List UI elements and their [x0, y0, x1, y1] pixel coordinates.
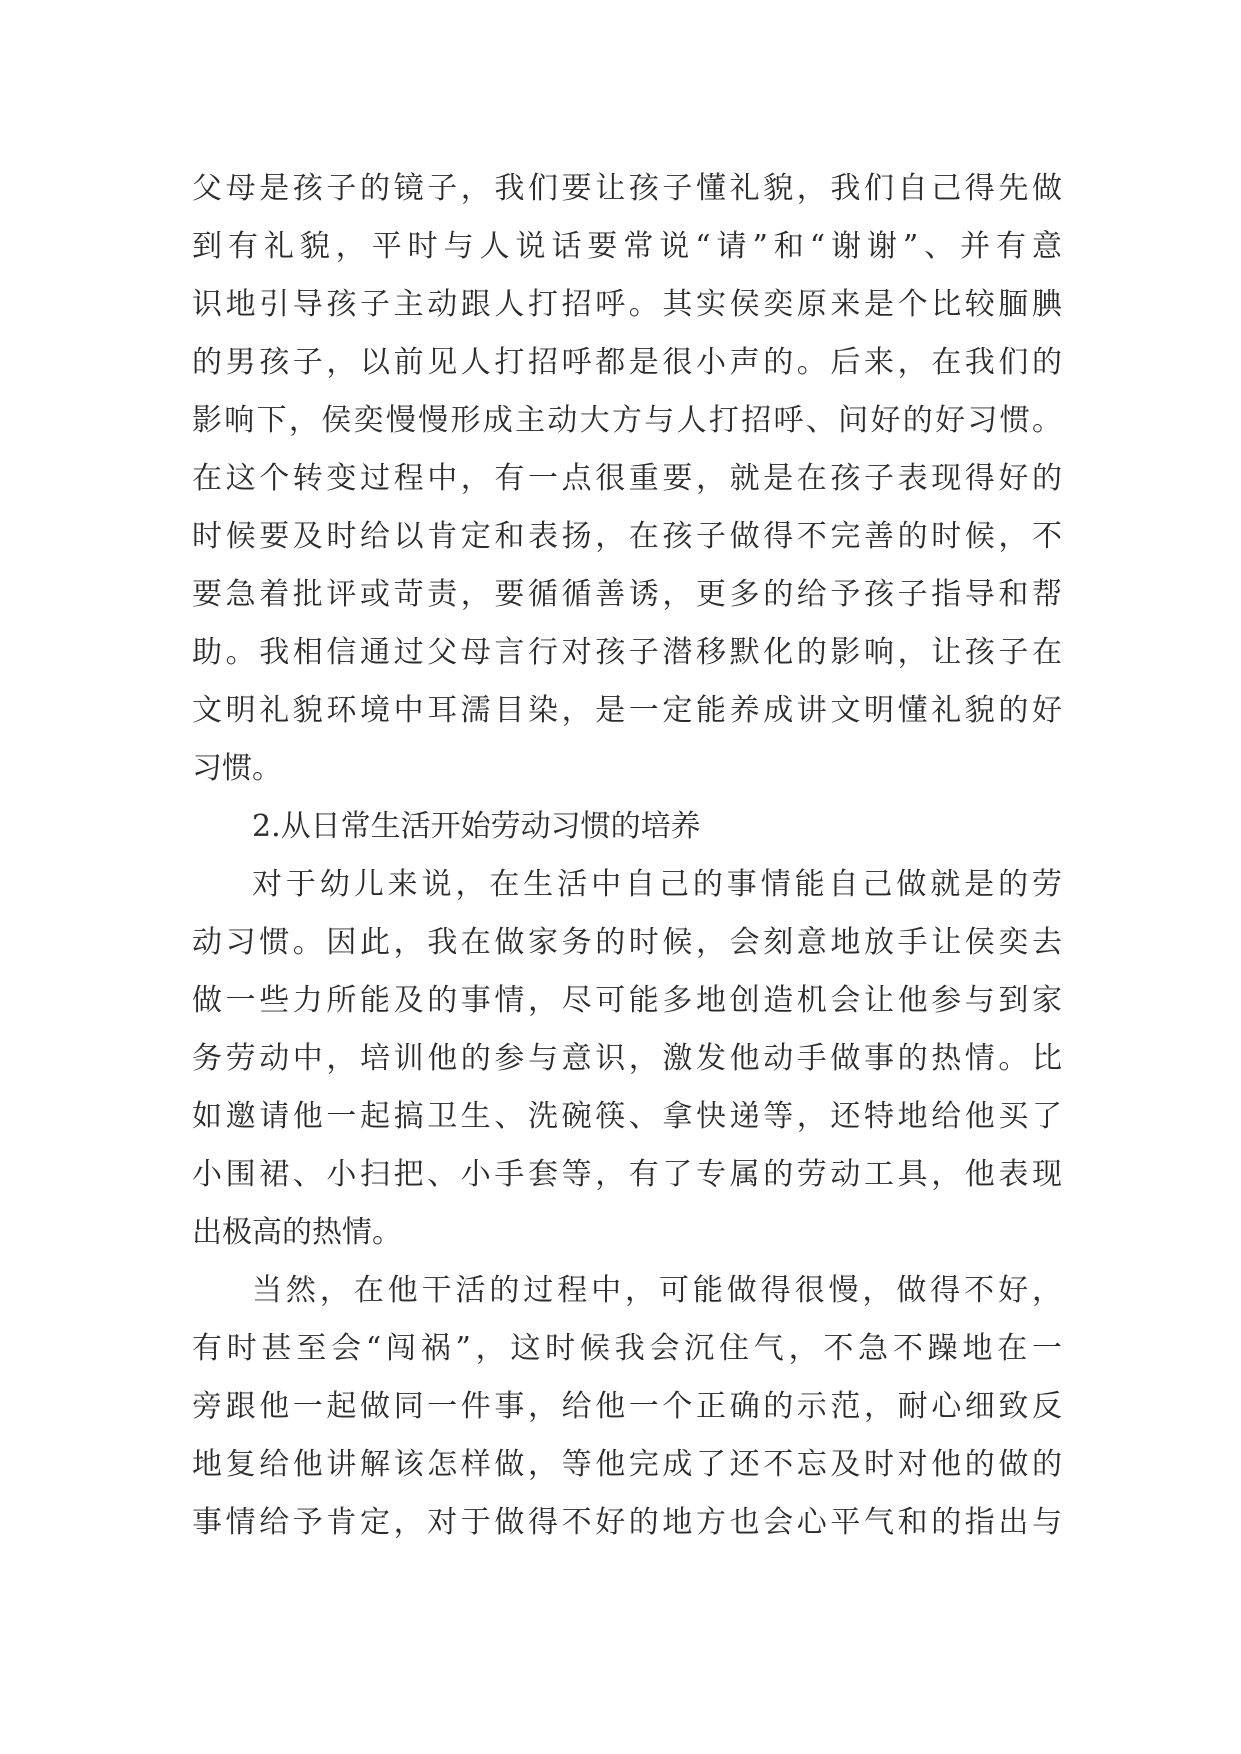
paragraph-line: 有时甚至会“闯祸”，这时候我会沉住气，不急不躁地在一	[192, 1331, 1062, 1366]
paragraph-line: 动习惯。因此，我在做家务的时候，会刻意地放手让侯奕去	[192, 925, 1062, 960]
paragraph-line: 做一些力所能及的事情，尽可能多地创造机会让他参与到家	[192, 983, 1062, 1018]
paragraph-line: 时候要及时给以肯定和表扬，在孩子做得不完善的时候，不	[192, 519, 1062, 554]
paragraph-line: 如邀请他一起搞卫生、洗碗筷、拿快递等，还特地给他买了	[192, 1099, 1062, 1134]
paragraph-line: 要急着批评或苛责，要循循善诱，更多的给予孩子指导和帮	[192, 577, 1062, 612]
paragraph-line: 助。我相信通过父母言行对孩子潜移默化的影响，让孩子在	[192, 635, 1062, 670]
paragraph-line: 务劳动中，培训他的参与意识，激发他动手做事的热情。比	[192, 1041, 1062, 1076]
paragraph-line: 习惯。	[192, 751, 282, 786]
paragraph-line: 的男孩子，以前见人打招呼都是很小声的。后来，在我们的	[192, 345, 1062, 380]
paragraph-line: 小围裙、小扫把、小手套等，有了专属的劳动工具，他表现	[192, 1157, 1062, 1192]
document-body	[192, 160, 1062, 1552]
paragraph-line: 当然，在他干活的过程中，可能做得很慢，做得不好，	[252, 1273, 1062, 1308]
paragraph-line: 旁跟他一起做同一件事，给他一个正确的示范，耐心细致反	[192, 1389, 1062, 1424]
paragraph-line: 对于幼儿来说，在生活中自己的事情能自己做就是的劳	[252, 867, 1062, 902]
paragraph-line: 在这个转变过程中，有一点很重要，就是在孩子表现得好的	[192, 461, 1062, 496]
paragraph-line: 影响下，侯奕慢慢形成主动大方与人打招呼、问好的好习惯。	[192, 403, 1062, 438]
paragraph-line: 父母是孩子的镜子，我们要让孩子懂礼貌，我们自己得先做	[192, 171, 1062, 206]
paragraph-line: 到有礼貌，平时与人说话要常说“请”和“谢谢”、并有意	[192, 229, 1062, 264]
paragraph-line: 识地引导孩子主动跟人打招呼。其实侯奕原来是个比较腼腆	[192, 287, 1062, 322]
paragraph-line: 地复给他讲解该怎样做，等他完成了还不忘及时对他的做的	[192, 1447, 1062, 1482]
section-heading: 2.从日常生活开始劳动习惯的培养	[252, 809, 701, 844]
paragraph-line: 出极高的热情。	[192, 1215, 402, 1250]
paragraph-line: 事情给予肯定，对于做得不好的地方也会心平气和的指出与	[192, 1505, 1062, 1540]
paragraph-line: 文明礼貌环境中耳濡目染，是一定能养成讲文明懂礼貌的好	[192, 693, 1062, 728]
